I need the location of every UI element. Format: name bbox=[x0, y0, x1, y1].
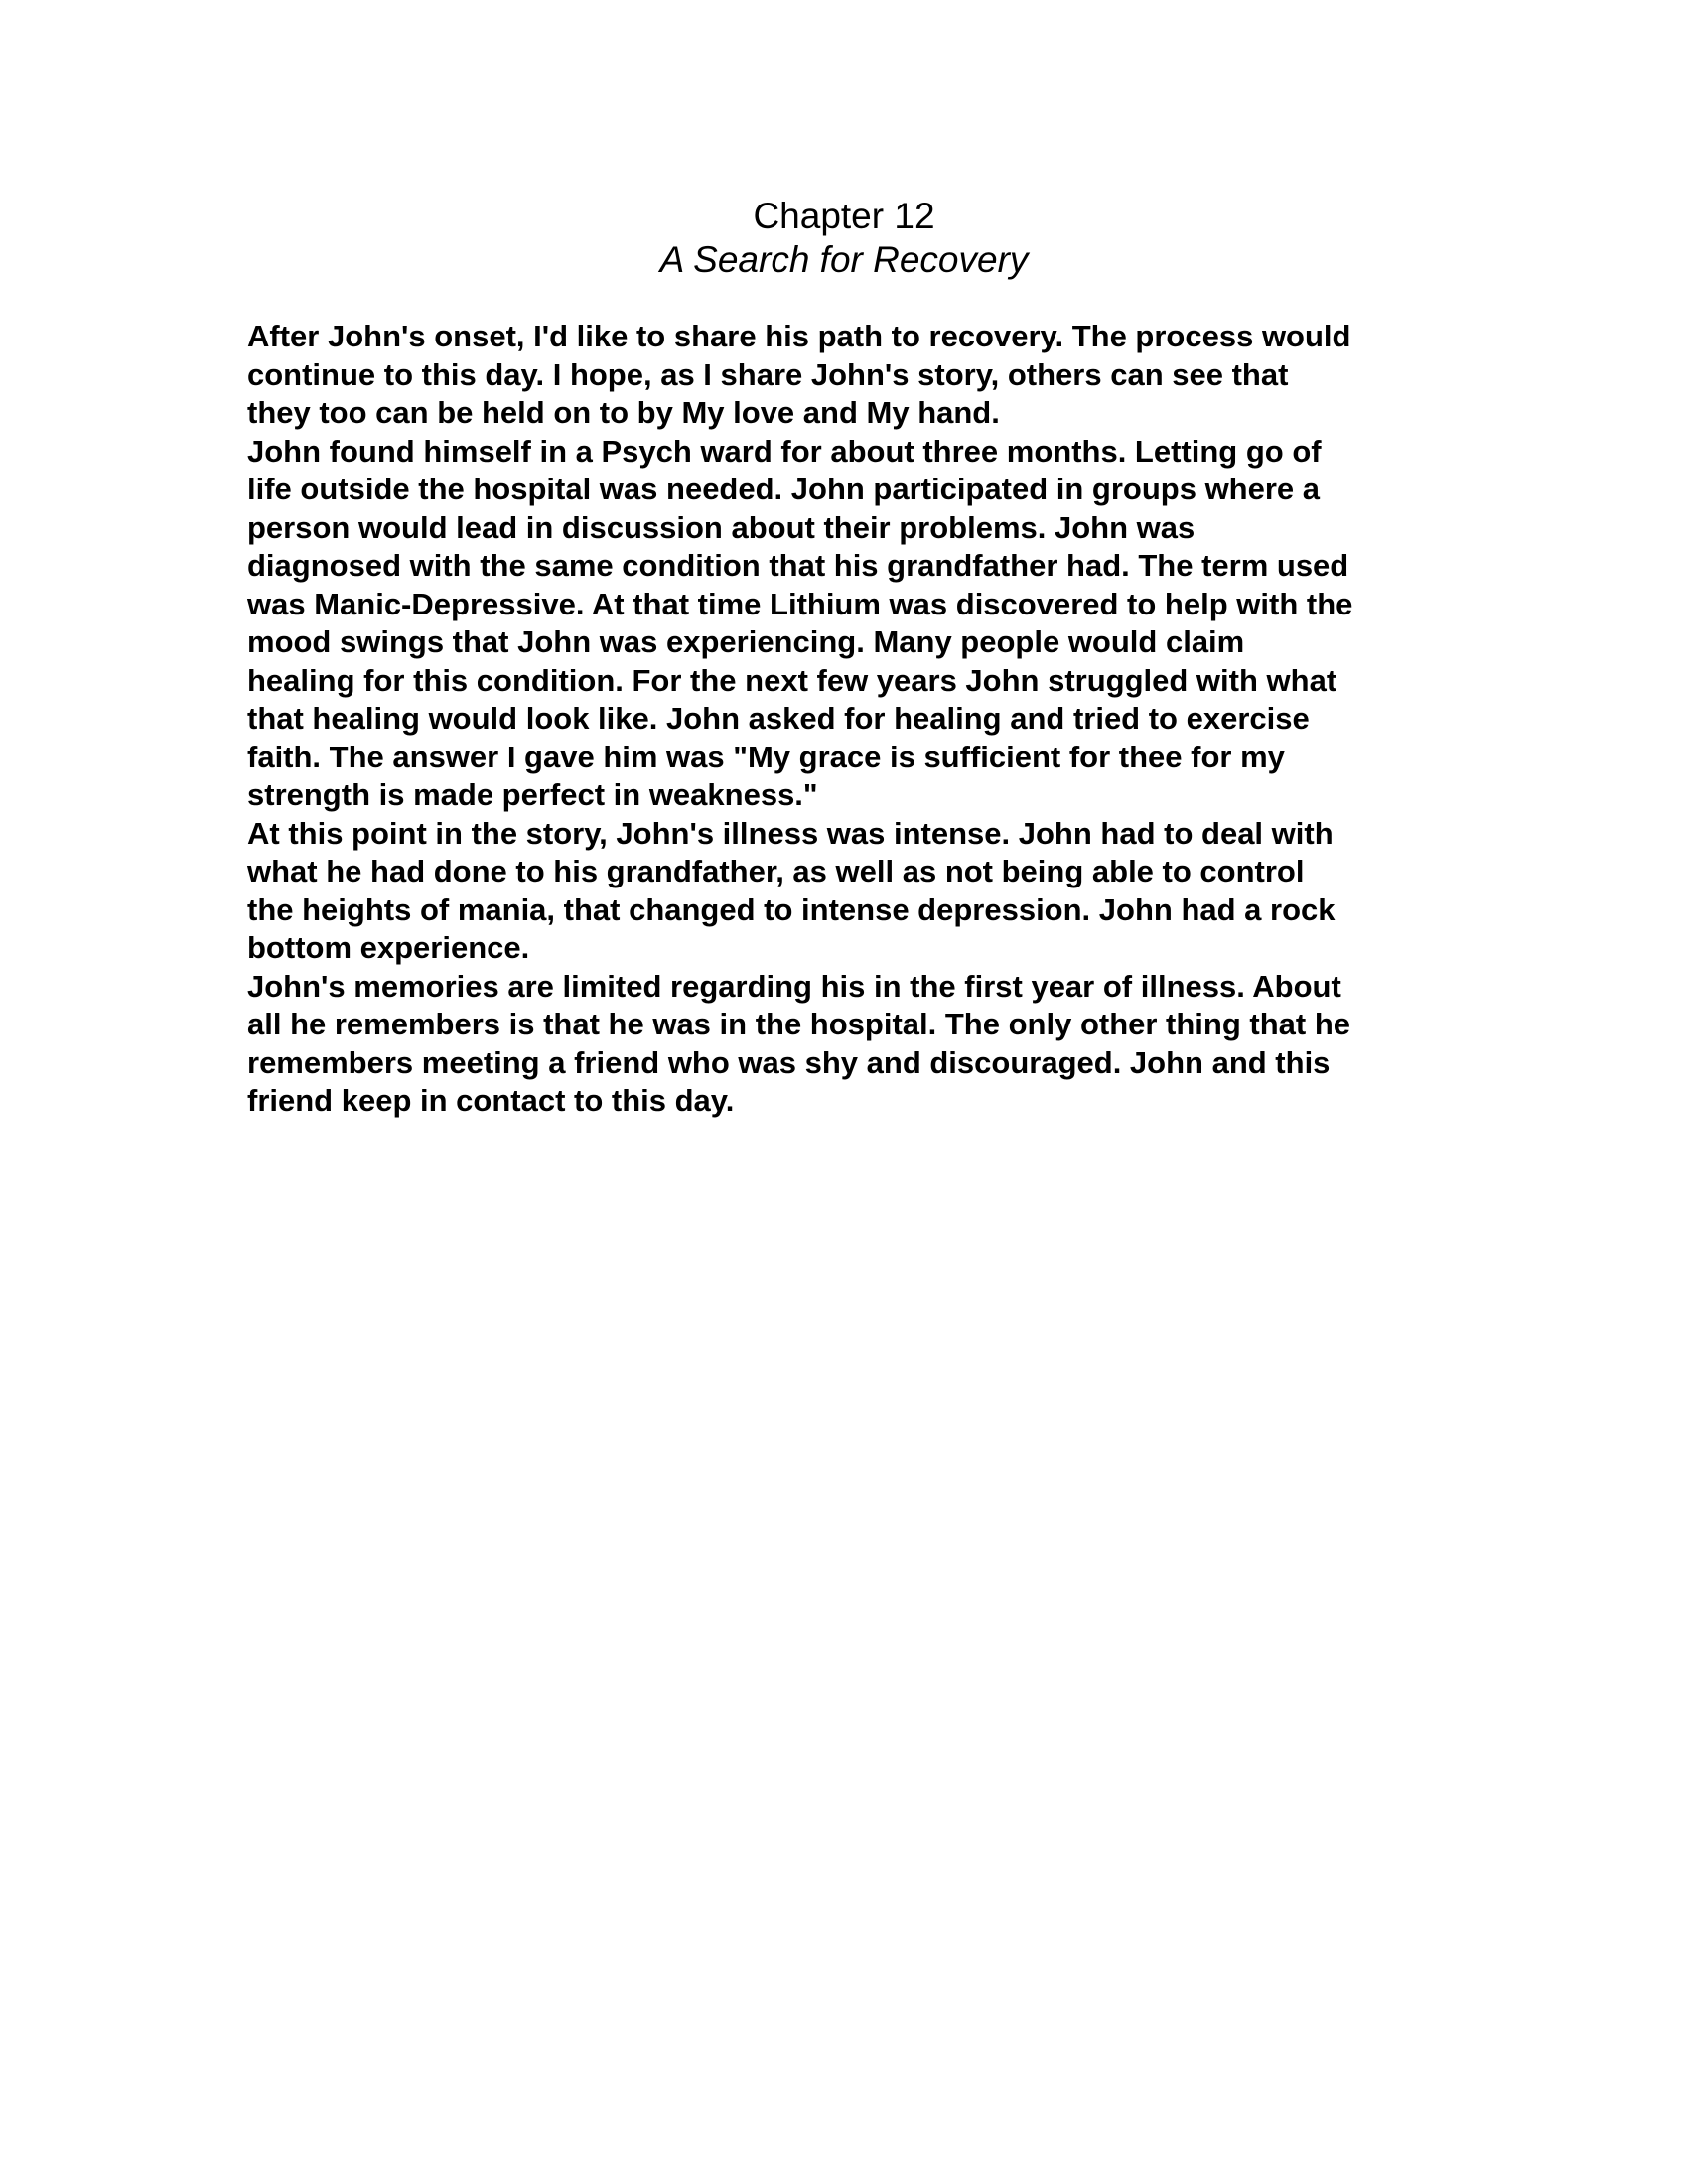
body-line: John's memories are limited regarding his in the first year of illness. About bbox=[247, 968, 1341, 1004]
chapter-number: Chapter 12 bbox=[753, 196, 935, 236]
body-line: the heights of mania, that changed to intense depression. John had a rock bbox=[247, 891, 1336, 927]
body-line: At this point in the story, John's illness was intense. John had to deal with bbox=[247, 815, 1334, 851]
body-line: healing for this condition. For the next few years John struggled with what bbox=[247, 662, 1337, 698]
body-line: bottom experience. bbox=[247, 930, 530, 965]
chapter-title: A Search for Recovery bbox=[659, 239, 1029, 280]
body-line: continue to this day. I hope, as I share John's story, others can see that bbox=[247, 356, 1289, 392]
body-line: life outside the hospital was needed. John participated in groups where a bbox=[247, 472, 1321, 506]
body-line: remembers meeting a friend who was shy and discouraged. John and this bbox=[247, 1044, 1331, 1080]
body-line: all he remembers is that he was in the hospital. The only other thing that he bbox=[247, 1007, 1351, 1041]
chapter-body bbox=[247, 318, 1478, 1121]
body-line: strength is made perfect in weakness." bbox=[247, 777, 818, 812]
body-line: they too can be held on to by My love and My hand. bbox=[247, 395, 1000, 430]
body-line: mood swings that John was experiencing. Many people would claim bbox=[247, 624, 1245, 659]
body-line: faith. The answer I gave him was "My grace is sufficient for thee for my bbox=[247, 739, 1285, 774]
body-line: that healing would look like. John asked for healing and tried to exercise bbox=[247, 701, 1310, 736]
body-line: what he had done to his grandfather, as well as not being able to control bbox=[247, 854, 1305, 888]
body-line: was Manic-Depressive. At that time Lithium was discovered to help with the bbox=[247, 586, 1353, 621]
body-line: John found himself in a Psych ward for about three months. Letting go of bbox=[247, 433, 1322, 469]
body-line: diagnosed with the same condition that his grandfather had. The term used bbox=[247, 548, 1349, 583]
body-line: After John's onset, I'd like to share his path to recovery. The process would bbox=[247, 319, 1351, 353]
body-line: friend keep in contact to this day. bbox=[247, 1083, 735, 1118]
body-line: person would lead in discussion about their problems. John was bbox=[247, 509, 1196, 545]
